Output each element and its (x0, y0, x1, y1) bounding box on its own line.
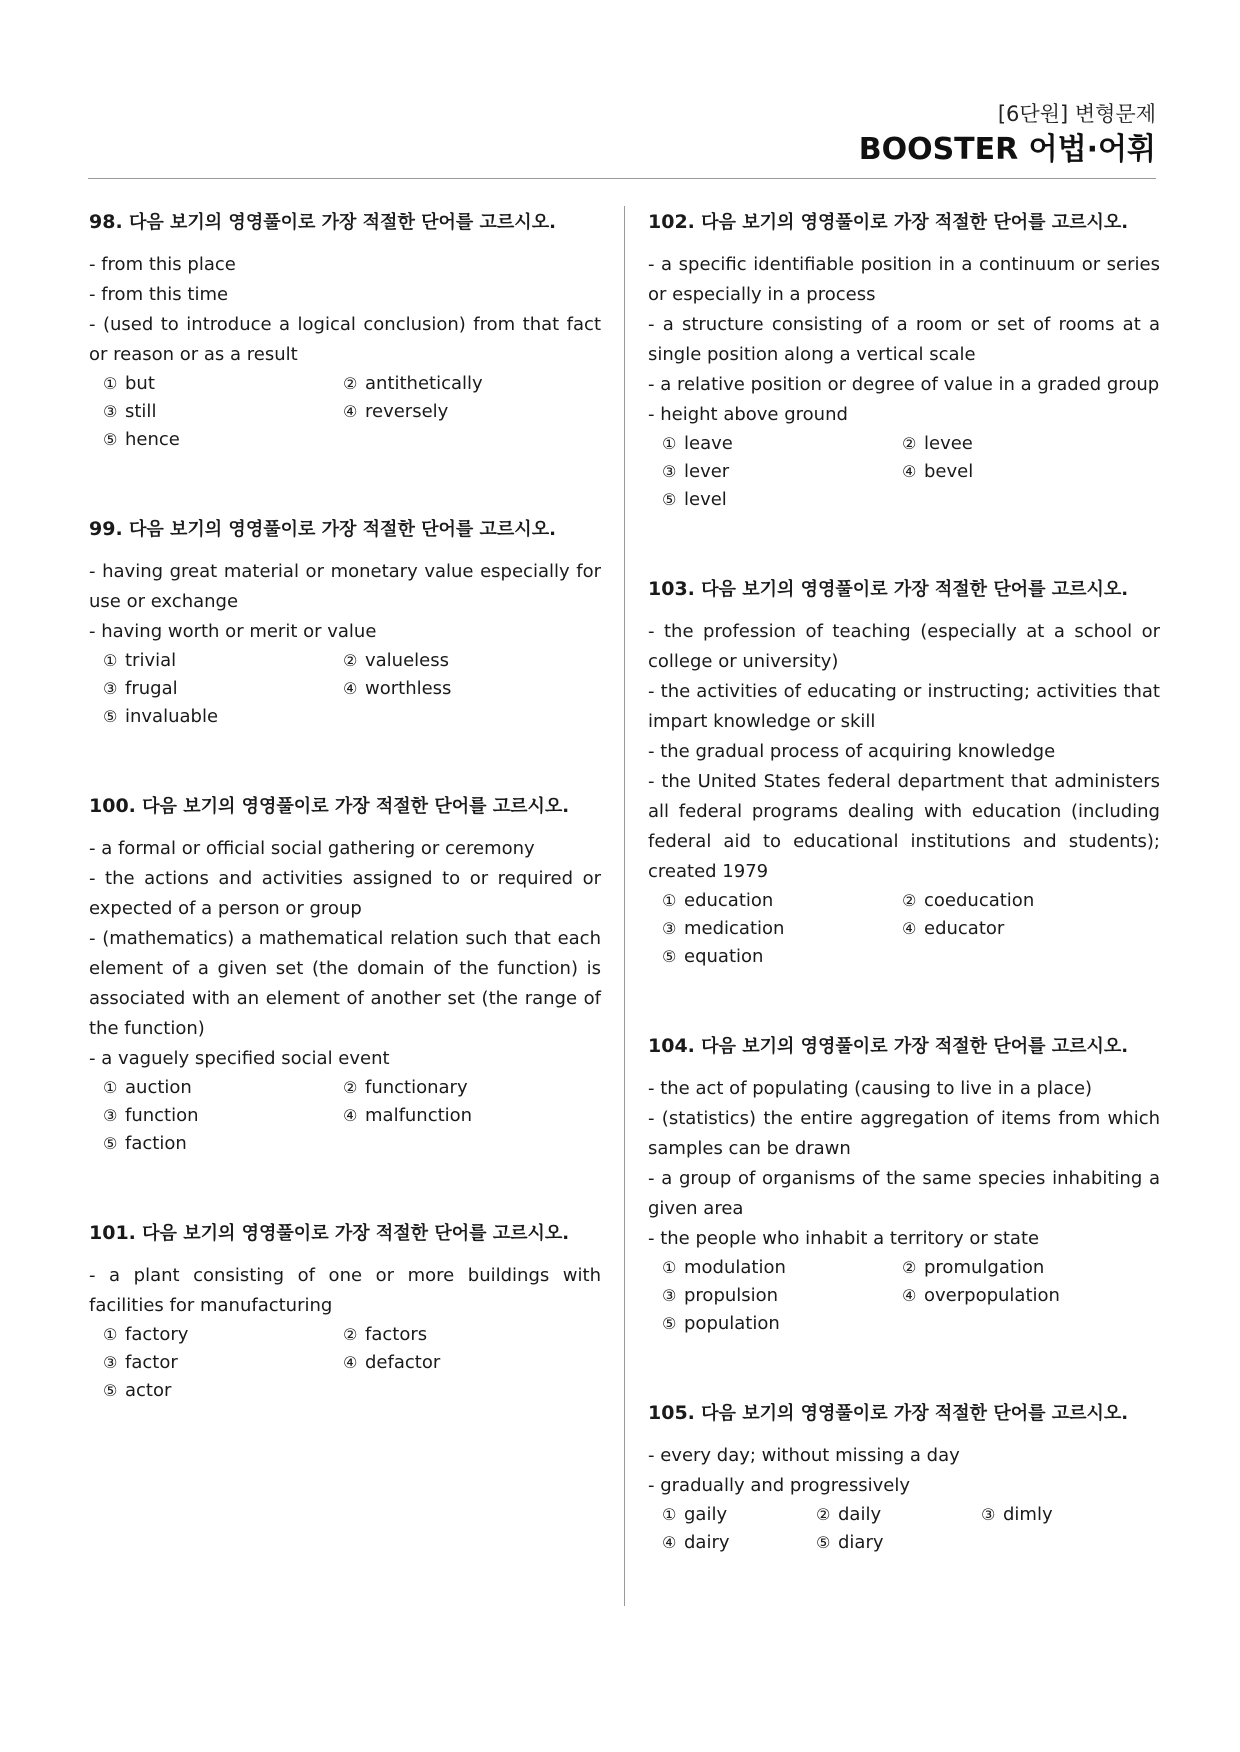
question-number: 101. (89, 1222, 136, 1244)
choice-marker: ④ (902, 919, 917, 938)
right-column (648, 207, 1160, 1557)
choice-marker: ⑤ (662, 947, 677, 966)
book-title: BOOSTER 어법·어휘 (858, 132, 1156, 167)
answer-choices (89, 1321, 601, 1405)
definitions (648, 1074, 1160, 1254)
question-number: 103. (648, 578, 695, 600)
choice-marker: ① (662, 1258, 677, 1277)
choice-text: dimly (1003, 1504, 1053, 1525)
choice-marker: ⑤ (816, 1533, 831, 1552)
choice-marker: ① (662, 434, 677, 453)
question-100 (89, 791, 601, 1158)
definition: - a structure consisting of a room or set of rooms at a single position along a vertical scale (648, 314, 1160, 365)
question-prompt: 다음 보기의 영영풀이로 가장 적절한 단어를 고르시오. (128, 519, 556, 540)
definition: - a specific identifiable position in a continuum or series or especially in a process (648, 254, 1160, 305)
question-prompt: 다음 보기의 영영풀이로 가장 적절한 단어를 고르시오. (701, 1036, 1129, 1057)
choice-text: defactor (365, 1352, 441, 1373)
choice-text: leave (684, 433, 733, 454)
question-prompt: 다음 보기의 영영풀이로 가장 적절한 단어를 고르시오. (701, 579, 1129, 600)
choice-text: frugal (125, 678, 178, 699)
choice-text: overpopulation (924, 1285, 1060, 1306)
choice-marker: ⑤ (662, 490, 677, 509)
choice-text: trivial (125, 650, 177, 671)
question-title (89, 514, 601, 545)
choice-marker: ② (902, 891, 917, 910)
left-column (89, 207, 601, 1405)
choice-5[interactable] (662, 943, 902, 971)
definition: - having great material or monetary value especially for use or exchange (89, 561, 601, 612)
choice-text: level (684, 489, 727, 510)
definition: - from this time (89, 284, 229, 305)
choice-1[interactable] (662, 887, 902, 915)
choice-text: but (125, 373, 155, 394)
definitions (89, 250, 601, 370)
definition: - the actions and activities assigned to or required or expected of a person or group (89, 868, 601, 919)
choice-marker: ④ (902, 462, 917, 481)
choice-1[interactable] (662, 430, 902, 458)
question-title (648, 207, 1160, 238)
choice-text: functionary (365, 1077, 468, 1098)
question-title (89, 1218, 601, 1249)
choice-4[interactable] (902, 915, 1142, 943)
choice-3[interactable] (103, 675, 343, 703)
choice-marker: ② (902, 1258, 917, 1277)
question-101 (89, 1218, 601, 1405)
question-title (648, 1398, 1160, 1429)
choice-text: population (684, 1313, 780, 1334)
definition: - the profession of teaching (especially at a school or college or university) (648, 621, 1160, 672)
definition: - (used to introduce a logical conclusion) from that fact or reason or as a result (89, 314, 601, 365)
definition: - height above ground (648, 404, 848, 425)
choice-4[interactable] (902, 458, 1142, 486)
definition: - (mathematics) a mathematical relation such that each element of a given set (the domain of the function) is associated with an element of another set (the range of the function) (89, 928, 601, 1039)
definitions (89, 1261, 601, 1321)
choice-3[interactable] (981, 1501, 1131, 1529)
definition: - (statistics) the entire aggregation of items from which samples can be drawn (648, 1108, 1160, 1159)
page-header (859, 100, 1156, 170)
choice-text: antithetically (365, 373, 483, 394)
choice-text: invaluable (125, 706, 219, 727)
choice-1[interactable] (662, 1501, 816, 1529)
definition: - gradually and progressively (648, 1475, 910, 1496)
choice-2[interactable] (902, 887, 1142, 915)
question-number: 99. (89, 518, 123, 540)
question-prompt: 다음 보기의 영영풀이로 가장 적절한 단어를 고르시오. (128, 212, 556, 233)
choice-text: bevel (924, 461, 974, 482)
choice-2[interactable] (816, 1501, 981, 1529)
answer-choices (648, 1254, 1160, 1338)
choice-marker: ① (103, 1078, 118, 1097)
choice-text: factors (365, 1324, 428, 1345)
definitions (89, 834, 601, 1074)
question-prompt: 다음 보기의 영영풀이로 가장 적절한 단어를 고르시오. (142, 796, 570, 817)
choice-text: hence (125, 429, 180, 450)
choice-marker: ③ (103, 1106, 118, 1125)
choice-marker: ② (343, 1325, 358, 1344)
question-prompt: 다음 보기의 영영풀이로 가장 적절한 단어를 고르시오. (701, 1403, 1129, 1424)
question-99 (89, 514, 601, 731)
answer-choices (89, 370, 601, 454)
choice-text: worthless (365, 678, 452, 699)
choice-text: levee (924, 433, 973, 454)
choice-marker: ③ (103, 1353, 118, 1372)
choice-text: daily (838, 1504, 882, 1525)
choice-text: factor (125, 1352, 178, 1373)
choice-text: education (684, 890, 774, 911)
answer-choices (89, 647, 601, 731)
definitions (648, 617, 1160, 887)
choice-text: educator (924, 918, 1005, 939)
choice-5[interactable] (103, 1130, 343, 1158)
choice-text: malfunction (365, 1105, 473, 1126)
choice-marker: ⑤ (103, 1134, 118, 1153)
choice-1[interactable] (103, 647, 343, 675)
definition: - a relative position or degree of value in a graded group (648, 374, 1160, 395)
choice-marker: ③ (981, 1505, 996, 1524)
choice-marker: ④ (343, 1106, 358, 1125)
choice-4[interactable] (343, 1102, 583, 1130)
question-number: 100. (89, 795, 136, 817)
choice-text: promulgation (924, 1257, 1045, 1278)
definition: - a vaguely specified social event (89, 1048, 390, 1069)
choice-5[interactable] (103, 703, 343, 731)
answer-choices (648, 887, 1160, 971)
definition: - having worth or merit or value (89, 621, 377, 642)
choice-3[interactable] (103, 398, 343, 426)
choice-3[interactable] (662, 458, 902, 486)
choice-marker: ⑤ (103, 1381, 118, 1400)
choice-2[interactable] (343, 647, 583, 675)
definition: - the act of populating (causing to live in a place) (648, 1078, 1093, 1099)
choice-5[interactable] (816, 1529, 981, 1557)
choice-marker: ③ (662, 462, 677, 481)
choice-5[interactable] (103, 1377, 343, 1405)
choice-marker: ④ (343, 679, 358, 698)
choice-text: actor (125, 1380, 172, 1401)
choice-marker: ③ (103, 679, 118, 698)
question-103 (648, 574, 1160, 971)
choice-3[interactable] (103, 1349, 343, 1377)
question-title (89, 207, 601, 238)
choice-marker: ④ (662, 1533, 677, 1552)
choice-text: valueless (365, 650, 449, 671)
question-prompt: 다음 보기의 영영풀이로 가장 적절한 단어를 고르시오. (701, 212, 1129, 233)
question-105 (648, 1398, 1160, 1557)
choice-2[interactable] (343, 1074, 583, 1102)
header-divider (88, 178, 1156, 179)
choice-5[interactable] (103, 426, 343, 454)
question-title (648, 1031, 1160, 1062)
definitions (89, 557, 601, 647)
definition: - the activities of educating or instructing; activities that impart knowledge or skill (648, 681, 1160, 732)
choice-marker: ② (343, 651, 358, 670)
choice-marker: ④ (902, 1286, 917, 1305)
question-98 (89, 207, 601, 454)
definition: - from this place (89, 254, 236, 275)
definition: - a group of organisms of the same species inhabiting a given area (648, 1168, 1160, 1219)
choice-marker: ⑤ (662, 1314, 677, 1333)
choice-marker: ② (343, 1078, 358, 1097)
choice-text: gaily (684, 1504, 728, 1525)
question-prompt: 다음 보기의 영영풀이로 가장 적절한 단어를 고르시오. (142, 1223, 570, 1244)
choice-text: propulsion (684, 1285, 779, 1306)
choice-text: reversely (365, 401, 449, 422)
choice-1[interactable] (103, 1074, 343, 1102)
definition: - a formal or official social gathering or ceremony (89, 838, 535, 859)
choice-marker: ① (103, 1325, 118, 1344)
choice-2[interactable] (902, 430, 1142, 458)
choice-4[interactable] (343, 398, 583, 426)
answer-choices (89, 1074, 601, 1158)
definition: - every day; without missing a day (648, 1445, 960, 1466)
question-number: 102. (648, 211, 695, 233)
question-number: 105. (648, 1402, 695, 1424)
choice-3[interactable] (103, 1102, 343, 1130)
definition: - the gradual process of acquiring knowledge (648, 741, 1056, 762)
choice-5[interactable] (662, 1310, 902, 1338)
choice-text: dairy (684, 1532, 730, 1553)
question-title (648, 574, 1160, 605)
choice-text: still (125, 401, 157, 422)
choice-4[interactable] (662, 1529, 816, 1557)
choice-marker: ④ (343, 402, 358, 421)
choice-marker: ② (343, 374, 358, 393)
question-number: 104. (648, 1035, 695, 1057)
choice-marker: ① (662, 891, 677, 910)
choice-marker: ③ (662, 919, 677, 938)
choice-marker: ① (662, 1505, 677, 1524)
definitions (648, 250, 1160, 430)
choice-text: diary (838, 1532, 884, 1553)
choice-4[interactable] (902, 1282, 1142, 1310)
choice-text: lever (684, 461, 730, 482)
choice-marker: ② (902, 434, 917, 453)
question-number: 98. (89, 211, 123, 233)
answer-choices (648, 430, 1160, 514)
unit-label: [6단원] 변형문제 (997, 102, 1156, 126)
choice-4[interactable] (343, 1349, 583, 1377)
choice-marker: ① (103, 651, 118, 670)
choice-text: factory (125, 1324, 189, 1345)
choice-1[interactable] (662, 1254, 902, 1282)
definitions (648, 1441, 1160, 1501)
choice-5[interactable] (662, 486, 902, 514)
choice-text: coeducation (924, 890, 1035, 911)
choice-marker: ② (816, 1505, 831, 1524)
choice-text: auction (125, 1077, 192, 1098)
choice-marker: ⑤ (103, 707, 118, 726)
choice-text: function (125, 1105, 199, 1126)
choice-marker: ① (103, 374, 118, 393)
choice-2[interactable] (343, 1321, 583, 1349)
column-divider (624, 206, 625, 1606)
question-title (89, 791, 601, 822)
question-102 (648, 207, 1160, 514)
choice-marker: ⑤ (103, 430, 118, 449)
choice-text: medication (684, 918, 785, 939)
choice-1[interactable] (103, 1321, 343, 1349)
choice-text: equation (684, 946, 764, 967)
choice-marker: ③ (662, 1286, 677, 1305)
question-104 (648, 1031, 1160, 1338)
choice-4[interactable] (343, 675, 583, 703)
choice-text: faction (125, 1133, 187, 1154)
choice-marker: ④ (343, 1353, 358, 1372)
answer-choices (648, 1501, 1160, 1557)
definition: - the United States federal department that administers all federal programs dealing with education (including federal aid to educational institutions and students); created 1979 (648, 771, 1160, 882)
choice-2[interactable] (902, 1254, 1142, 1282)
choice-1[interactable] (103, 370, 343, 398)
choice-2[interactable] (343, 370, 583, 398)
choice-text: modulation (684, 1257, 786, 1278)
choice-3[interactable] (662, 915, 902, 943)
choice-marker: ③ (103, 402, 118, 421)
definition: - the people who inhabit a territory or state (648, 1228, 1040, 1249)
definition: - a plant consisting of one or more buildings with facilities for manufacturing (89, 1265, 601, 1316)
choice-3[interactable] (662, 1282, 902, 1310)
